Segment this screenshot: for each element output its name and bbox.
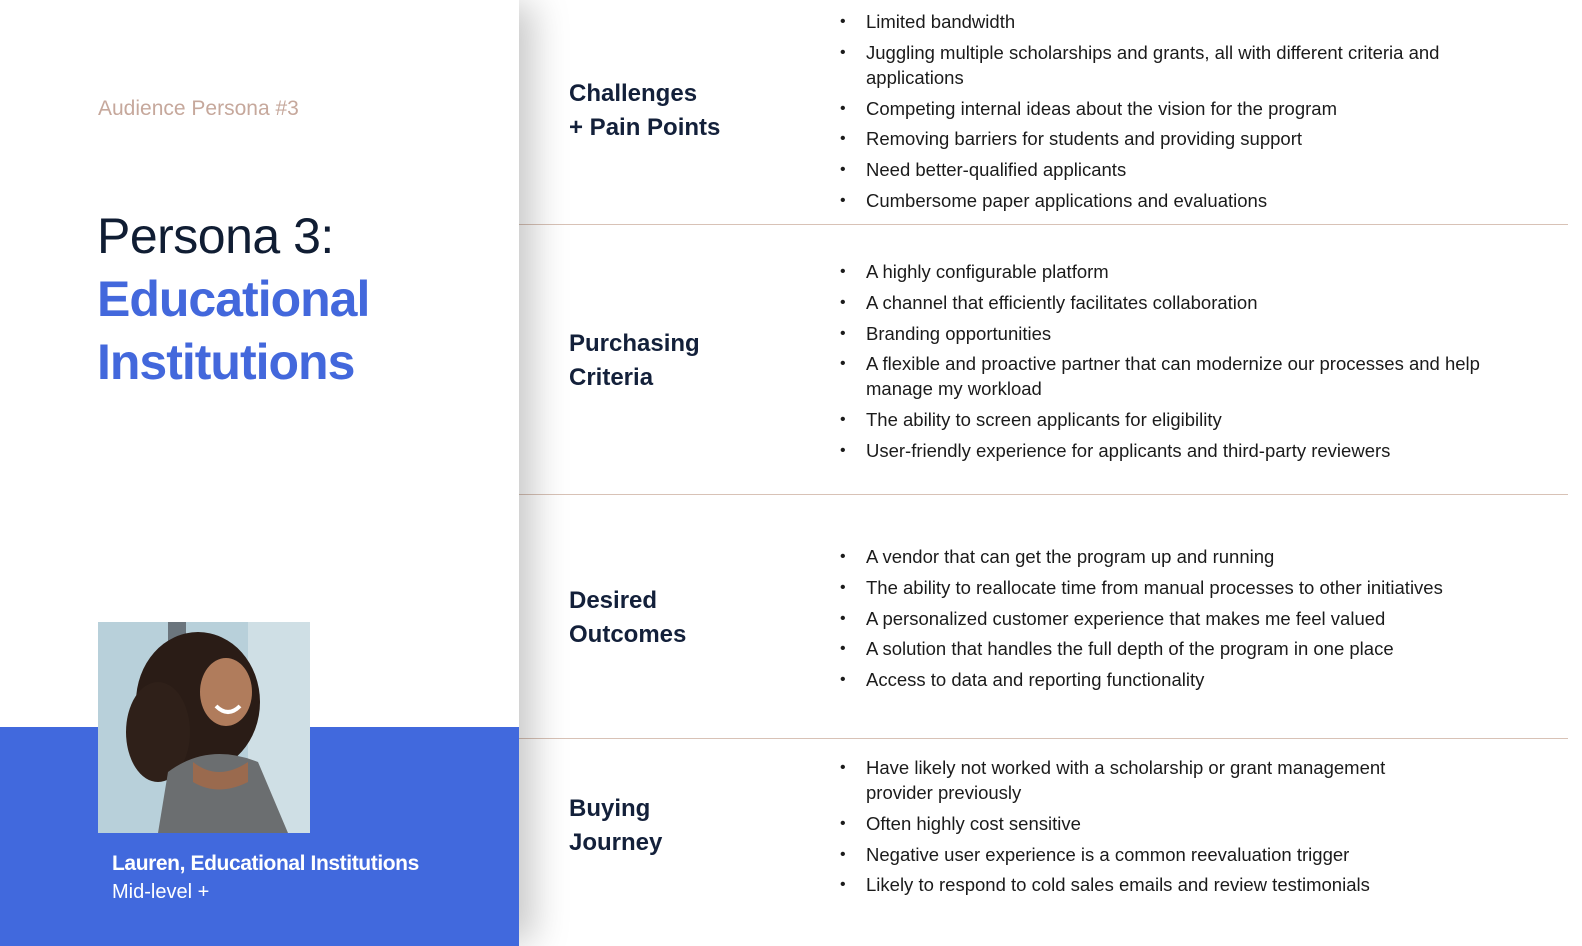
eyebrow-label: Audience Persona #3 xyxy=(98,97,299,120)
section-heading xyxy=(569,327,819,395)
bullet-list xyxy=(840,544,1530,698)
heading-line-1: Purchasing xyxy=(569,330,700,357)
section-heading xyxy=(569,77,819,145)
list-item: • A channel that efficiently facilitates collaboration xyxy=(840,290,1530,315)
list-item: • Often highly cost sensitive xyxy=(840,811,1420,836)
list-item: • Limited bandwidth xyxy=(840,9,1530,34)
list-item: • The ability to reallocate time from manual processes to other initiatives xyxy=(840,575,1530,600)
section-purchasing-criteria xyxy=(519,225,1568,495)
list-item: • A vendor that can get the program up and running xyxy=(840,544,1530,569)
title-line-1: Persona 3: xyxy=(97,208,334,264)
list-item: • The ability to screen applicants for eligibility xyxy=(840,407,1530,432)
title-line-3: Institutions xyxy=(97,334,355,390)
list-item: • A personalized customer experience that makes me feel valued xyxy=(840,606,1530,631)
list-item: • A flexible and proactive partner that can modernize our processes and help manage my workload xyxy=(840,351,1530,401)
heading-line-2: Criteria xyxy=(569,364,654,391)
list-item: • A highly configurable platform xyxy=(840,259,1530,284)
list-item: • Need better-qualified applicants xyxy=(840,157,1530,182)
bullet-list xyxy=(840,9,1530,219)
list-item: • Likely to respond to cold sales emails and review testimonials xyxy=(840,872,1420,897)
list-item: • User-friendly experience for applicants and third-party reviewers xyxy=(840,438,1530,463)
list-item: • Competing internal ideas about the vision for the program xyxy=(840,96,1530,121)
list-item: • Have likely not worked with a scholarship or grant management provider previously xyxy=(840,755,1420,805)
heading-line-1: Desired xyxy=(569,587,658,614)
heading-line-2: + Pain Points xyxy=(569,114,721,141)
list-item: • Branding opportunities xyxy=(840,321,1530,346)
persona-name: Lauren, Educational Institutions xyxy=(112,852,419,875)
section-buying-journey xyxy=(519,739,1568,946)
list-item: • A solution that handles the full depth of the program in one place xyxy=(840,636,1530,661)
section-heading xyxy=(569,792,819,860)
section-heading xyxy=(569,584,819,652)
heading-line-1: Buying xyxy=(569,795,651,822)
bullet-list xyxy=(840,755,1420,903)
persona-level: Mid-level + xyxy=(112,881,210,903)
title-line-2: Educational xyxy=(97,271,370,327)
list-item: • Negative user experience is a common reevaluation trigger xyxy=(840,842,1420,867)
heading-line-1: Challenges xyxy=(569,80,698,107)
heading-line-2: Outcomes xyxy=(569,621,687,648)
section-desired-outcomes xyxy=(519,495,1568,739)
list-item: • Access to data and reporting functionality xyxy=(840,667,1530,692)
persona-photo xyxy=(98,622,310,833)
page-title xyxy=(97,205,369,394)
left-panel xyxy=(0,0,519,946)
section-challenges xyxy=(519,0,1568,225)
list-item: • Removing barriers for students and providing support xyxy=(840,126,1530,151)
bullet-list xyxy=(840,259,1530,469)
list-item: • Cumbersome paper applications and evaluations xyxy=(840,188,1530,213)
list-item: • Juggling multiple scholarships and grants, all with different criteria and applications xyxy=(840,40,1530,90)
heading-line-2: Journey xyxy=(569,829,663,856)
